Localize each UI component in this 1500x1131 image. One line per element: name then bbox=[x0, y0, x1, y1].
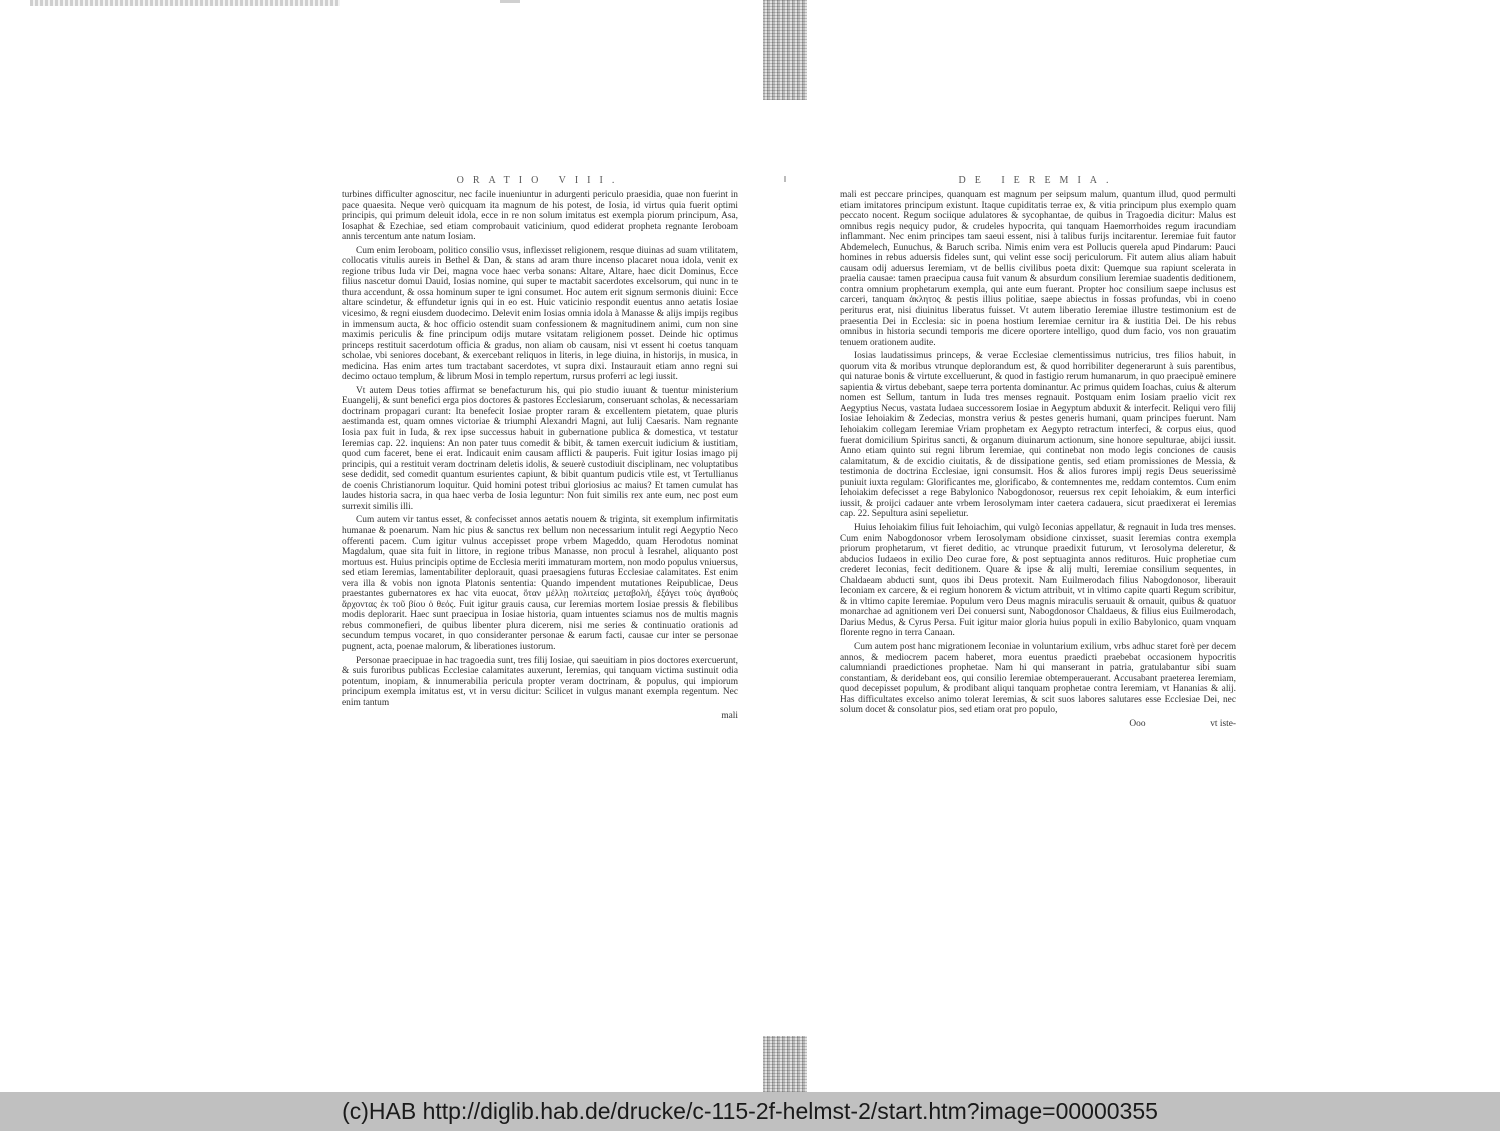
right-running-head: DE IEREMIA. bbox=[958, 175, 1118, 186]
right-paragraph: Huius Iehoiakim filius fuit Iehoiachim, qui vulgò Ieconias appellatur, & regnauit in Iuda tres menses. Cum enim Nabogdonosor vrbem Ierosolymam obsidione cinxisset, suasit Ieremias contra exempla priorum prophetarum, vt fieret deditio, ac vtrunque praedixit futurum, vt Ierosolyma deleretur, & abducios Iudaeos in exilio Deo curae fore, & post septuaginta annos redituros. Huic prophetiae cum crederet Ieconias, fecit deditionem. Quare & ipse & alij multi, Ieremiae consilium sequentes, in Chaldaeam abducti sunt, quos ibi Deus protexit. Nam Euilmerodach filius Nabogdonosor, liberauit Ieconiam ex carcere, & ei regium honorem & victum attribuit, vt in vltimo capite quarti Regum scribitur, & in vltimo capite Ieremiae. Populum vero Deus magnis miraculis seruauit & ornauit, quibus & quatuor monarchae ad agnitionem veri Dei conuersi sunt, Nabogdonosor Chaldaeus, & filius eius Euilmerodach, Darius Medus, & Cyrus Persa. Fuit igitur maior gloria huius populi in exilio Babylonico, quam vnquam florente regno in terra Canaan. bbox=[840, 522, 1236, 639]
left-paragraph: Cum enim Ieroboam, politico consilio vsus, inflexisset religionem, resque diuinas ad suam vtilitatem, collocatis vitulis aureis in Bethel & Dan, & stans ad aram thure incenso placaret noua idola, venit ex regione tribus Iuda vir Dei, magna voce haec verba sonans: Altare, Altare, haec dicit Dominus, Ecce filius nascetur domui Dauid, Iosias nomine, qui super te mactabit sacerdotes excelsorum, qui nunc in te thura accendunt, & ossa hominum super te igni consumet. Hoc autem erit signum sermonis diuini: Ecce altare scindetur, & effundetur ignis qui in eo est. Huic vaticinio respondit euentus anno aetatis Iosiae vicesimo, & regni eiusdem duodecimo. Delevit enim Iosias omnia idola à Manasse & alijs impijs regibus in immensum aucta, & hoc officio ostendit suam confessionem & magnitudinem animi, cum non sine maximis periculis & fine principum odijs mutare vsitatam religionem posset. Deinde hic optimus princeps restituit sacerdotum officia & gradus, non aliam ob causam, nisi vt essent hi coetus tanquam scholae, vbi seniores docebant, & exercebant reliquos in literis, in lege diuina, in historijs, in musica, in medicina. Has enim artes tum tractabant sacerdotes, vt supra dixi. Instaurauit etiam anno regni sui decimo octauo templum, & librum Mosi in templo repertum, rursus proferri ac legi iussit. bbox=[342, 245, 738, 383]
right-paragraph: Cum autem post hanc migrationem Ieconiae in voluntarium exilium, vrbs adhuc staret forè per decem annos, & mediocrem pacem haberet, mora euentus praedicti praebebat occasionem hypocritis calumniandi praedictiones prophetae. Nam hi qui manserant in patria, gratulabantur sibi suam constantiam, & deridebant eos, qui consilio Ieremiae obtemperauerant. Accusabant praeterea Ieremiam, quod decepisset populum, & prodibant aliqui tanquam prophetae contra Ieremiam, vt Hananias & alij. Has difficultates excelso animo tolerat Ieremias, & scit suos labores salutares esse Ecclesiae Dei, nec solum docet & consolatur pios, sed etiam orat pro populo, bbox=[840, 641, 1236, 716]
book-binding-bottom bbox=[763, 1036, 807, 1092]
right-catchword: vt iste- bbox=[1210, 718, 1236, 729]
right-paragraph: Iosias laudatissimus princeps, & verae Ecclesiae clementissimus nutricius, tres filios habuit, in quorum vita & moribus vtrunque deplorandum est, & quod horribiliter degenerarunt à suis parentibus, qui naturae bonis & virtute excelluerunt, & quod in fastigio rerum humanarum, in quo praecipuè eminere sapientia & virtus debebant, saepe terra portenta dominantur. Ac primus quidem Ioachas, cuius & alterum nomen est Sellum, tantum in Iuda tres menses regnauit. Postquam enim Iosiam praelio vicit rex Aegyptius Necus, vastata Iudaea successorem Iosiae in Aegyptum abduxit & interfecit. Reliqui vero filij Iosiae Iehoiakim & Zedecias, monstra verius & pestes generis humani, quam principes fuerunt. Nam Iehoiakim collegam Ieremiae Vriam prophetam ex Aegypto retractum interfeci, & corpus eius, quod fuerat domicilium Spiritus sancti, & organum diuinarum actionum, sine honore sepulturae, abijci iussit. Anno etiam quinto sui regni librum Ieremiae, qui continebat non modo legis conciones de causis calamitatum, & de excidio ciuitatis, & de dissipatione gentis, sed etiam promissiones de Messia, & testimonia de doctrina Ecclesiae, igni consumsit. Hos & alios furores impij regis Deus seuerissimè puniuit iuxta regulam: Glorificantes me, glorificabo, & contemnentes me, reddam contemtos. Cum enim Iehoiakim defecisset a rege Babylonico Nabogdonosor, reuersus rex cepit Iehoiakim, & eum interfici iussit, & proijci cadauer ante vrbem Ierosolymam inter caetera cadauera, sicut praedixerat ei Ieremias cap. 22. Sepultura asini sepelietur. bbox=[840, 351, 1236, 520]
left-paragraph: Personae praecipuae in hac tragoedia sunt, tres filij Iosiae, qui saeuitiam in pios doctores exercuerunt, & suis furoribus publicas Ecclesiae calamitates auxerunt, Ieremias, qui tanquam victima sustinuit odia potentum, inopiam, & innumerabilia pericula propter veram doctrinam, & populus, qui impiorum principum exempla imitatus est, vt in versu dicitur: Scilicet in vulgus manant exempla regentum. Nec enim tantum bbox=[342, 655, 738, 708]
left-page bbox=[342, 172, 738, 721]
right-signature-mark: Ooo bbox=[1129, 718, 1146, 729]
left-running-head: ORATIO VIII. bbox=[456, 175, 624, 186]
right-paragraph: mali est peccare principes, quanquam est magnum per seipsum malum, quantum illud, quod permulti etiam imitatores principum existunt. Itaque cupiditatis terrae ex, & vitia principum plus exemplo quam peccato nocent. Regum sociique adulatores & sycophantae, de quibus in Tragoedia dicitur: Malus est omnibus regis nequicy pudor, & crudeles hypocrita, qui tanquam Haemorrhoides regum iracundiam inflammant. Nec enim principes tam saeui essent, nisi à talibus furijs incitarentur. Ieremiae fuit fautor Abdemelech, Eunuchus, & Baruch scriba. Nimis enim vera est Pollucis querela apud Pindarum: Pauci homines in rebus aduersis fideles sunt, qui velint esse socij periculorum. Fit autem alius aliam habuit causam odij aduersus Ieremiam, vt de bellis civilibus poeta dixit: Quemque sua rapiunt scelerata in praelia causae: tamen praecipua causa fuit vanum & absurdum consilium Ieremiae suadentis deditionem, contra omnium prophetarum exempla, qui ante eum fuerant. Propter hoc consilium saepe inclusus est carceri, tanquam ἀκλητος & pestis illius politiae, saepe abiectus in fossas profundas, vbi in coeno periturus erat, nisi diuinitus liberatus fuisset. Vt autem liberatio Ieremiae illustre testimonium est de praesentia Dei in Ecclesia: sic in poena hostium Ieremiae cernitur ira & iustitia Dei. De his rebus omnibus in historia secundi temporis me dicere oportere intelligo, quod dum facio, vos non grauatim tenuem orationem audite. bbox=[840, 190, 1236, 348]
left-paragraph: Vt autem Deus toties affirmat se benefacturum his, qui pio studio iuuant & tuentur ministerium Euangelij, & sunt benefici erga pios doctores & pastores Ecclesiarum, conseruant scholas, & necessariam doctrinam propagari curant: Ita benefecit Iosiae propter raram & excellentem pietatem, quae pluris aestimanda est, quam omnes victoriae & triumphi Alexandri Magni, aut Iulij Caesaris. Nam regnante Iosia pax fuit in Iuda, & rex ipse successus habuit in gubernatione publica & domestica, vt testatur Ieremias cap. 22. inquiens: An non pater tuus comedit & bibit, & tamen exercuit iudicium & iustitiam, quod cum faceret, bene ei erat. Indicauit enim causam afflicti & pauperis. Fuit igitur Iosias imago pij principis, qui a restituit veram doctrinam deletis idolis, & seuerè custodiuit disciplinam, nec voluptatibus sese dedidit, sed comedit quantum esurientes capiunt, & bibit quantum pudicis vtile est, vt Tertullianus de coenis Christianorum loquitur. Quid homini potest tribui gloriosius ac maius? Et tamen cumulat has laudes historia sacra, in qua haec verba de Iosia leguntur: Non fuit similis rex ante eum, nec post eum surrexit similis illi. bbox=[342, 385, 738, 512]
book-binding-top bbox=[763, 0, 807, 100]
left-catchword: mali bbox=[721, 711, 738, 722]
gutter-mark bbox=[784, 176, 786, 182]
right-signature-line bbox=[840, 719, 1236, 729]
left-paragraph: Cum autem vir tantus esset, & confecisset annos aetatis nouem & triginta, sit exemplum infirmitatis humanae & poenarum. Nam hic pius & sanctus rex bellum non necessarium intulit regi Aegyptio Neco offerenti pacem. Cum igitur vulnus accepisset prope vrbem Mageddo, quam Herodotus nominat Magdalum, quae sita fuit in littore, in regione tribus Manasse, non procul à Iesrahel, aliquanto post mortuus est. Huius principis optime de Ecclesia meriti immaturam mortem, non modo populus vniuersus, sed etiam Ieremias, lamentabiliter deplorauit, quasi praesagiens futuras Ecclesiae calamitates. Est enim vera illa & vobis non ignota Platonis sententia: Quando impendent mutationes Reipublicae, Deus praestantes gubernatores ex hac vita euocat, ὅταν μέλλῃ πολιτείας μεταβολή, ἐξάγει τοὺς ἀγαθοὺς ἄρχοντας ἐκ τοῦ βίου ὁ θεός. Fuit igitur grauis causa, cur Ieremias mortem Iosiae pressis & flebilibus modis deplorarit. Haec sunt praecipua in Iosiae historia, quam intuentes sciamus nos de multis magnis rebus commonefieri, de quibus libenter plura dicerem, nisi me series & continuatio orationis ad secundum tempus vocaret, in quo consideranter personae & earum facti, causae cur inter se personae pugnent, acta, poenae malorum, & liberationes iustorum. bbox=[342, 515, 738, 652]
scan-edge-mark bbox=[500, 0, 520, 3]
scan-edge-artifact bbox=[30, 0, 340, 6]
copyright-footer bbox=[0, 1092, 1500, 1131]
right-page bbox=[840, 172, 1236, 729]
source-url-text: (c)HAB http://diglib.hab.de/drucke/c-115-2f-helmst-2/start.htm?image=00000355 bbox=[342, 1098, 1158, 1124]
left-paragraph: turbines difficulter agnoscitur, nec facile inueniuntur in adurgenti periculo praesidia, quae non fuerint in pace quaesita. Neque verò quicquam ita magnum de his potest, de Iosia, id virtus quia fuerit optimi principis, qui primum deleuit idola, ecce in re non solum imitatus est exempla piorum principum, Asa, Iosaphat & Ezechiae, sed etiam comprobauit vaticinium, quod ediderat propheta regnante Ieroboam annis tercentum ante natum Iosiam. bbox=[342, 190, 738, 243]
